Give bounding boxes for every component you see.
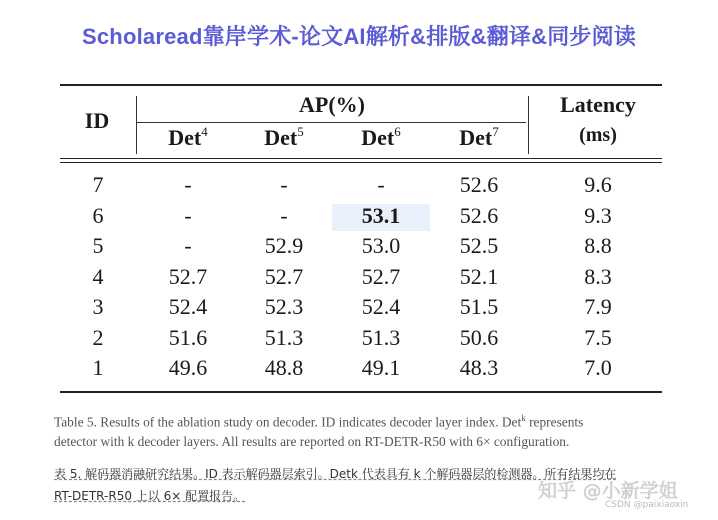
caption-line-1: Table 5. Results of the ablation study on decoder. ID indicates decoder layer index. Det$^k$ represents <box>54 413 584 430</box>
translation-line-2: RT-DETR-R50 上以 6× 配置报告。 <box>54 489 246 503</box>
table-cell: 7.0 <box>584 355 612 380</box>
table-cell: 9.3 <box>584 202 612 228</box>
table-top-rule <box>60 84 662 86</box>
table-cell: 9.6 <box>584 172 612 197</box>
table-cell: 8.8 <box>584 233 612 258</box>
table-cell: 52.5 <box>459 233 499 258</box>
table-cell: 52.7 <box>361 263 401 289</box>
header-det-5: Det$^5$ <box>264 124 304 150</box>
table-cell: 52.6 <box>459 172 499 197</box>
table-cell: 7.9 <box>584 294 612 319</box>
table-cell: 4 <box>92 263 104 289</box>
table-cell: 49.6 <box>168 355 208 380</box>
zhihu-watermark: 知乎 @小新学姐 <box>538 480 678 502</box>
table-caption <box>54 408 666 452</box>
header-ap: AP(%) <box>299 92 365 117</box>
table-bottom-rule <box>60 391 662 393</box>
table-cell: 51.3 <box>361 324 401 350</box>
table-cell: 52.9 <box>264 233 304 258</box>
table-cell: 7 <box>92 172 104 197</box>
csdn-watermark: CSDN @paixiaoxin <box>605 500 689 510</box>
header-det-4: Det$^4$ <box>168 124 208 150</box>
table-cell: 2 <box>92 324 104 350</box>
table-cell: 52.6 <box>459 202 499 228</box>
table-cell: 49.1 <box>361 355 401 380</box>
ap-group-rule <box>136 122 526 123</box>
banner-title: Scholaread靠岸学术-论文AI解析&排版&翻译&同步阅读 <box>82 24 636 49</box>
table-cell: 53.0 <box>361 233 401 258</box>
table-cell: 51.6 <box>168 324 208 350</box>
table-cell: - <box>280 172 288 197</box>
header-id: ID <box>84 108 110 133</box>
header-latency-unit: (ms) <box>579 124 617 146</box>
table-cell: 52.7 <box>168 263 208 289</box>
table-cell: 1 <box>92 355 104 380</box>
table-cell: 53.1 <box>361 202 401 228</box>
table-header-rule <box>60 158 662 159</box>
caption-line-2: detector with k decoder layers. All results are reported on RT-DETR-R50 with 6× configuration. <box>54 434 570 450</box>
table-cell: 50.6 <box>459 324 499 350</box>
table-cell: - <box>184 202 192 228</box>
table-cell: 3 <box>92 294 104 319</box>
table-cell: 52.3 <box>264 294 304 319</box>
table-cell: 52.7 <box>264 263 304 289</box>
table-cell: - <box>377 172 385 197</box>
table-cell: 51.5 <box>459 294 499 319</box>
header-det-7: Det$^7$ <box>459 124 499 150</box>
table-cell: 6 <box>92 202 104 228</box>
table-divider-latency <box>528 96 529 154</box>
header-latency: Latency <box>560 92 636 117</box>
table-cell: - <box>184 172 192 197</box>
table-cell: - <box>280 202 288 228</box>
table-header-rule-2 <box>60 162 662 163</box>
table-cell: 52.4 <box>361 294 401 319</box>
table-cell: 5 <box>92 233 104 258</box>
table-cell: 48.3 <box>459 355 499 380</box>
table-cell: 52.4 <box>168 294 208 319</box>
table-cell: 7.5 <box>584 324 612 350</box>
table-cell: 48.8 <box>264 355 304 380</box>
table-cell: 51.3 <box>264 324 304 350</box>
header-det-6: Det$^6$ <box>361 124 401 150</box>
table-cell: 52.1 <box>459 263 499 289</box>
table-cell: - <box>184 233 192 258</box>
translation-line-1: 表 5. 解码器消融研究结果。ID 表示解码器层索引。Detk 代表具有 k 个解码器层的检测器。所有结果均在 <box>54 467 617 481</box>
table-cell: 8.3 <box>584 263 612 289</box>
